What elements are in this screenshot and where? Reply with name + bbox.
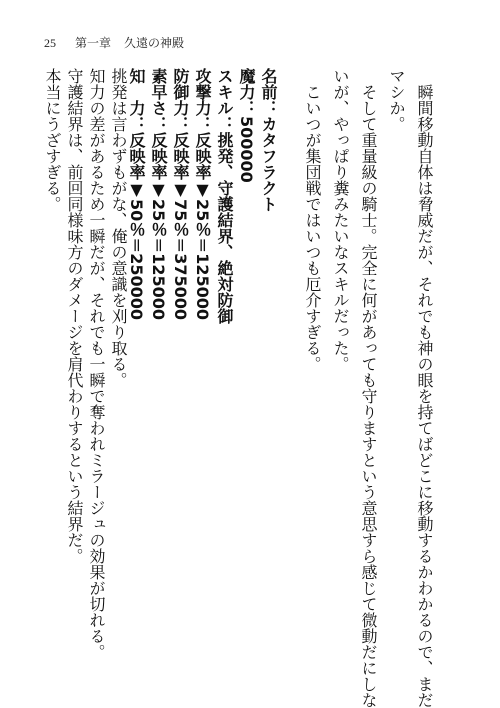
text-line: こいつが集団戦ではいつも厄介すぎる。 [303, 84, 322, 372]
text-line: 挑発は言わずもがな、俺の意識を刈り取る。 [109, 68, 128, 388]
text-line: 守護結界は、前回同様味方のダメージを肩代わりするという結界だ。 [65, 68, 84, 564]
text-line: マシか。 [387, 68, 406, 132]
status-speed: 素早さ：反映率▼25％＝125000 [149, 68, 168, 321]
text-line: 瞬間移動自体は脅威だが、それでも神の眼を持てばどこに移動するかわかるので、まだ [415, 84, 434, 708]
chapter-label: 第一章 [75, 36, 112, 50]
text-line: 本当にうざすぎる。 [43, 68, 62, 212]
page-header [44, 34, 184, 51]
status-skill: スキル：挑発、守護結界、絶対防御 [215, 68, 234, 324]
status-intelligence: 知 力：反映率▼50％＝250000 [127, 68, 146, 321]
text-line: いが、やっぱり糞みたいなスキルだった。 [331, 68, 350, 372]
chapter-title: 久遠の神殿 [124, 36, 185, 50]
text-line: 知力の差があるため一瞬だが、それでも一瞬で奪われミラージュの効果が切れる。 [87, 68, 106, 660]
status-name: 名前：カタフラクト [259, 68, 278, 212]
page-number: 25 [44, 36, 56, 50]
status-mana: 魔力：500000 [237, 68, 256, 183]
status-defense: 防御力：反映率▼75％＝375000 [171, 68, 190, 321]
status-attack: 攻撃力：反映率▼25％＝125000 [193, 68, 212, 321]
text-line: そして重量級の騎士。完全に何があっても守りますという意思すら感じて微動だにしな [359, 84, 378, 708]
